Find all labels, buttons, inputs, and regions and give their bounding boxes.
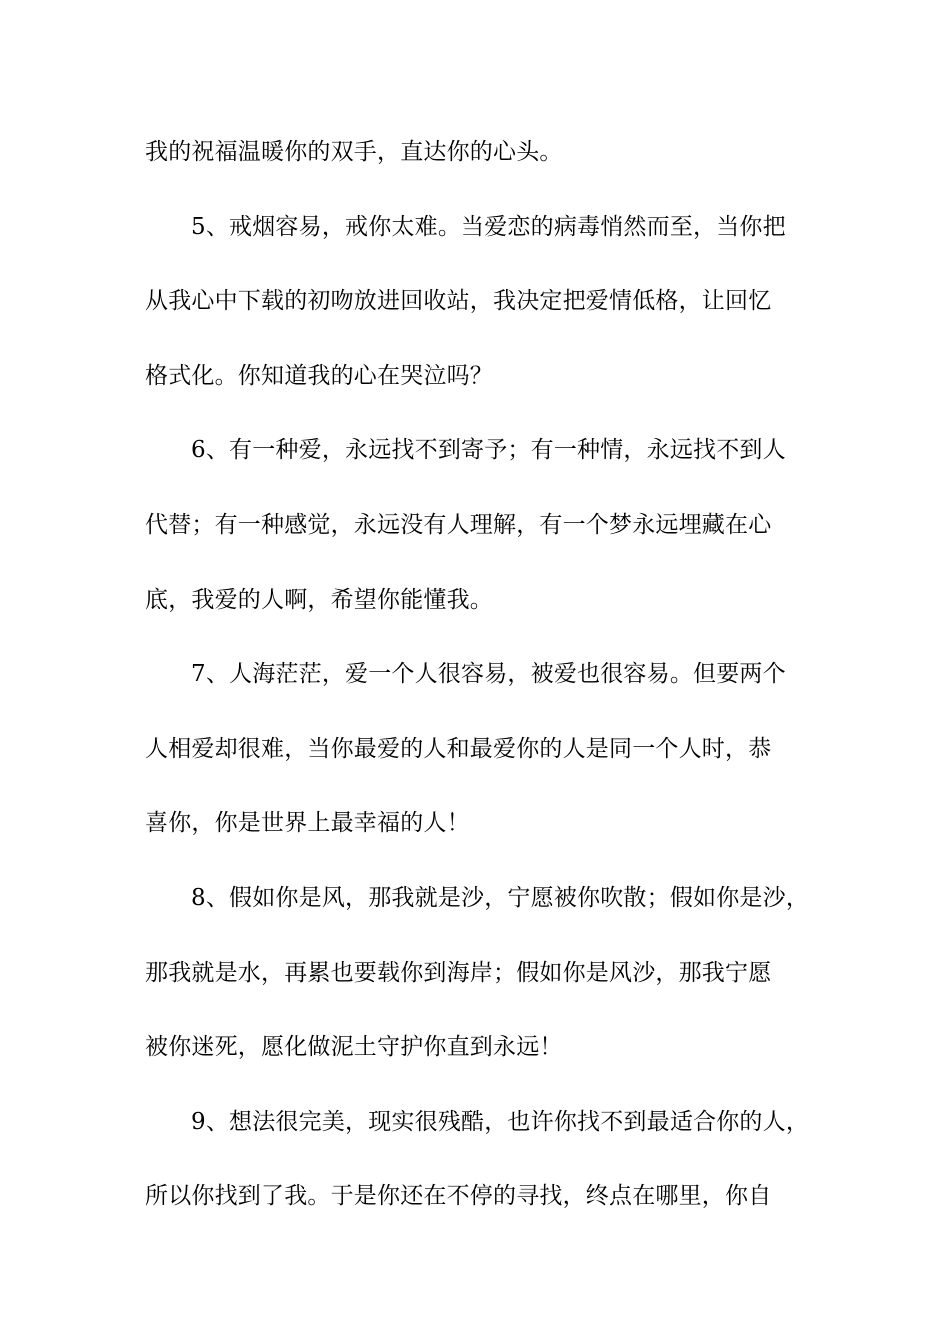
text-line: 喜你，你是世界上最幸福的人！ <box>145 810 470 837</box>
text-line: 所以你找到了我。于是你还在不停的寻找，终点在哪里，你自 <box>145 1183 772 1210</box>
text-line: 底，我爱的人啊，希望你能懂我。 <box>145 586 493 613</box>
text-line: 我的祝福温暖你的双手，直达你的心头。 <box>145 139 563 165</box>
text-line: 被你迷死，愿化做泥土守护你直到永远！ <box>145 1034 563 1061</box>
paragraph-start-line: 6、有一种爱，永远找不到寄予；有一种情，永远找不到人 <box>191 437 786 464</box>
paragraph-start-line: 8、假如你是风，那我就是沙，宁愿被你吹散；假如你是沙， <box>191 884 810 911</box>
text-line: 那我就是水，再累也要载你到海岸；假如你是风沙，那我宁愿 <box>145 959 772 986</box>
paragraph-start-line: 7、人海茫茫，爱一个人很容易，被爱也很容易。但要两个 <box>191 661 786 688</box>
text-line: 从我心中下载的初吻放进回收站，我决定把爱情低格，让回忆 <box>145 288 772 315</box>
text-line: 人相爱却很难，当你最爱的人和最爱你的人是同一个人时，恭 <box>145 735 772 762</box>
document-body <box>145 124 825 1243</box>
text-line: 格式化。你知道我的心在哭泣吗？ <box>145 362 493 389</box>
paragraph-start-line: 5、戒烟容易，戒你太难。当爱恋的病毒悄然而至，当你把 <box>191 213 786 240</box>
text-line: 代替；有一种感觉，永远没有人理解，有一个梦永远埋藏在心 <box>145 511 772 538</box>
paragraph-start-line: 9、想法很完美，现实很残酷，也许你找不到最适合你的人， <box>191 1108 810 1135</box>
